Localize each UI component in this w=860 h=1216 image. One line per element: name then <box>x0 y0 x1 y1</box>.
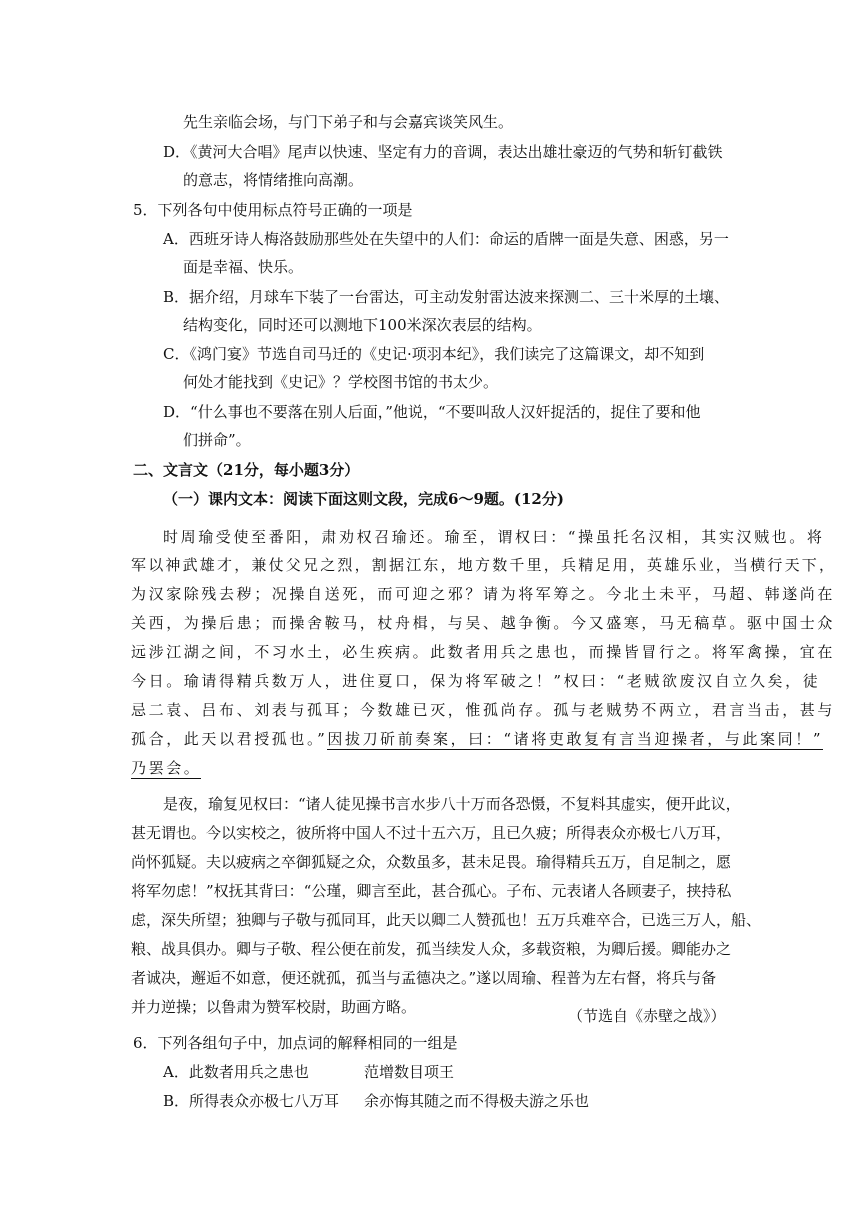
passage-p2-line1: 是夜，瑜复见权曰：“诸人徒见操书言水步八十万而各恐慑，不复料其虚实，便开此议， <box>163 795 741 813</box>
q5-option-d-line2: 们拼命”。 <box>183 431 251 449</box>
section-subheading: （一）课内文本：阅读下面这则文段，完成6～9题。(12分) <box>163 490 564 508</box>
passage-p2-line3: 尚怀狐疑。夫以疲病之卒御狐疑之众，众数虽多，甚未足畏。瑜得精兵五万，自足制之，愿 <box>131 853 732 871</box>
q6-stem: 6．下列各组句子中，加点词的解释相同的一组是 <box>133 1034 458 1052</box>
passage-p1-line8 <box>131 729 823 749</box>
q5-option-b-line1: B．据介绍，月球车下装了一台雷达，可主动发射雷达波来探测二、三十米厚的土壤、 <box>163 288 730 306</box>
passage-p1-line9 <box>131 758 201 778</box>
passage-p1-line2: 军以神武雄才，兼仗父兄之烈，割据江东，地方数千里，兵精足用，英雄乐业，当横行天下， <box>131 556 837 574</box>
q4-option-d-line1: D．《黄河大合唱》尾声以快速、坚定有力的音调，表达出雄壮豪迈的气势和斩钉截铁 <box>163 143 723 161</box>
q4-option-d-line2: 的意志，将情绪推向高潮。 <box>183 171 364 189</box>
q5-option-c-line2: 何处才能找到《史记》？学校图书馆的书太少。 <box>183 373 499 391</box>
q6-option-a-left: A．此数者用兵之患也 <box>163 1063 309 1081</box>
section-heading: 二、文言文（21分，每小题3分） <box>133 461 360 479</box>
passage-p1-line7: 忌二袁、吕布、刘表与孤耳；今数雄已灭，惟孤尚存。孤与老贼势不两立，君言当击，甚与 <box>131 701 836 719</box>
q5-option-c-line1: C．《鸿门宴》节选自司马迁的《史记·项羽本纪》，我们读完了这篇课文，却不知到 <box>163 345 705 363</box>
q6-option-b-left: B．所得表众亦极七八万耳 <box>163 1092 340 1110</box>
passage-source: （节选自《赤壁之战》） <box>568 1007 726 1025</box>
q5-option-a-line2: 面是幸福、快乐。 <box>183 258 304 276</box>
passage-p1-line4: 关西，为操后患；而操舍鞍马，杖舟楫，与吴、越争衡。今又盛寒，马无稿草。驱中国士众 <box>131 614 836 632</box>
q5-option-b-line2: 结构变化，同时还可以测地下100米深次表层的结构。 <box>183 316 542 334</box>
passage-p1-line5: 远涉江湖之间，不习水土，必生疾病。此数者用兵之患也，而操皆冒行之。将军禽操，宜在 <box>131 643 836 661</box>
q5-option-a-line1: A．西班牙诗人梅洛鼓励那些处在失望中的人们：命运的盾牌一面是失意、困惑，另一 <box>163 230 729 248</box>
q6-option-a-right: 范增数目项王 <box>364 1063 455 1081</box>
underlined-sentence-end: 乃罢会。 <box>131 759 202 777</box>
passage-p2-line7: 者诚决，邂逅不如意，便还就孤，孤当与孟德决之。”遂以周瑜、程普为左右督，将兵与备 <box>131 969 717 987</box>
q5-option-d-line1: D．“什么事也不要落在别人后面，”他说，“不要叫敌人汉奸捉活的，捉住了要和他 <box>163 403 701 421</box>
passage-p1-line6: 今日。瑜请得精兵数万人，进住夏口，保为将军破之！”权曰：“老贼欲废汉自立久矣，徒 <box>131 672 821 690</box>
passage-p1-line3: 为汉家除残去秽；况操自送死，而可迎之邪？请为将军筹之。今北土未平，马超、韩遂尚在 <box>131 585 836 603</box>
passage-p1-line8-plain: 孤合，此天以君授孤也。” <box>131 730 328 748</box>
underlined-sentence: 因拔刀斫前奏案，曰：“诸将吏敢复有言当迎操者，与此案同！” <box>327 730 824 748</box>
q4-option-c-continued: 先生亲临会场，与门下弟子和与会嘉宾谈笑风生。 <box>183 113 514 131</box>
passage-p2-line8: 并力逆操；以鲁肃为赞军校尉，助画方略。 <box>131 998 417 1016</box>
passage-p2-line6: 粮、战具俱办。卿与子敬、程公便在前发，孤当续发人众，多载资粮，为卿后援。卿能办之 <box>131 940 732 958</box>
passage-p2-line5: 虑，深失所望；独卿与子敬与孤同耳，此天以卿二人赞孤也！五万兵难卒合，已选三万人，船、 <box>131 911 762 929</box>
passage-p2-line2: 甚无谓也。今以实校之，彼所将中国人不过十五六万，且已久疲；所得表众亦极七八万耳， <box>131 824 732 842</box>
passage-p1-line1: 时周瑜受使至番阳，肃劝权召瑜还。瑜至，谓权曰：“操虽托名汉相，其实汉贼也。将 <box>163 528 825 546</box>
passage-p2-line4: 将军勿虑！”权抚其背曰：“公瑾，卿言至此，甚合孤心。子布、元表诸人各顾妻子，挟持私 <box>131 882 732 900</box>
q5-stem: 5．下列各句中使用标点符号正确的一项是 <box>133 201 413 219</box>
q6-option-b-right: 余亦悔其随之而不得极夫游之乐也 <box>364 1092 590 1110</box>
